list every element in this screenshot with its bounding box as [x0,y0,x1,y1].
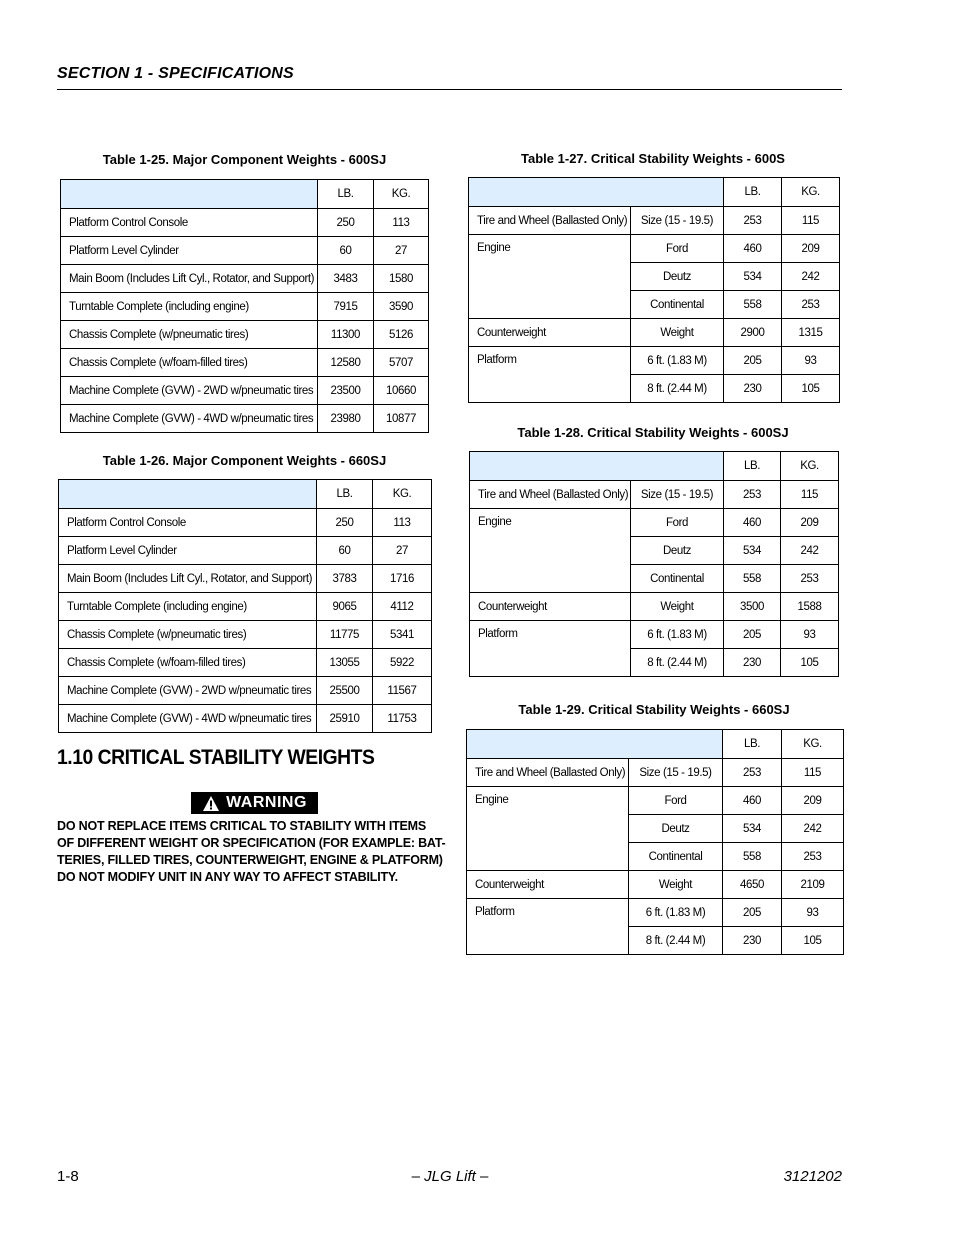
row-label: Platform Control Console [61,209,318,237]
col-kg-header: KG. [373,480,432,509]
row-kg: 115 [782,759,844,787]
row-kg: 113 [374,209,429,237]
row-label: Chassis Complete (w/pneumatic tires) [61,321,318,349]
row-lb: 23980 [318,405,374,433]
row-label: Tire and Wheel (Ballasted Only) [470,481,631,509]
row-spec: Deutz [629,815,723,843]
row-lb: 9065 [317,593,373,621]
row-spec: Ford [631,235,724,263]
footer-doc-number: 3121202 [783,1168,842,1185]
row-lb: 3783 [317,565,373,593]
table-1-25 [60,179,429,433]
row-spec: Weight [629,871,723,899]
row-kg: 242 [782,815,844,843]
row-kg: 1580 [374,265,429,293]
row-kg: 93 [782,347,840,375]
row-lb: 25910 [317,705,373,733]
row-label: Platform [469,347,631,403]
row-kg: 105 [781,649,839,677]
row-kg: 27 [373,537,432,565]
table-row [469,347,840,375]
row-kg: 10877 [374,405,429,433]
table-row [59,537,432,565]
row-spec: Weight [631,593,724,621]
row-spec: 6 ft. (1.83 M) [631,621,724,649]
row-lb: 205 [723,899,782,927]
col-kg-header: KG. [782,730,844,759]
row-spec: 6 ft. (1.83 M) [631,347,724,375]
row-kg: 253 [782,291,840,319]
row-kg: 11567 [373,677,432,705]
col-kg-header: KG. [782,178,840,207]
row-lb: 2900 [724,319,782,347]
row-lb: 23500 [318,377,374,405]
row-kg: 1716 [373,565,432,593]
table-row [470,621,839,649]
row-kg: 105 [782,375,840,403]
row-spec: Ford [629,787,723,815]
row-kg: 3590 [374,293,429,321]
table-1-29 [466,729,844,955]
table-header-row [469,178,840,207]
row-kg: 5341 [373,621,432,649]
row-spec: 8 ft. (2.44 M) [631,649,724,677]
row-label: Platform Level Cylinder [61,237,318,265]
table-row [59,677,432,705]
warning-triangle-icon [202,795,220,812]
row-kg: 27 [374,237,429,265]
header-rule [57,89,842,90]
row-kg: 209 [781,509,839,537]
table-1-29-caption: Table 1-29. Critical Stability Weights - 660SJ [518,702,790,717]
row-lb: 250 [318,209,374,237]
table-row [61,265,429,293]
row-kg: 1588 [781,593,839,621]
row-label: Chassis Complete (w/foam-filled tires) [61,349,318,377]
row-label: Counterweight [467,871,629,899]
row-lb: 7915 [318,293,374,321]
row-lb: 4650 [723,871,782,899]
table-1-27 [468,177,840,403]
row-kg: 209 [782,235,840,263]
table-1-26-caption: Table 1-26. Major Component Weights - 660SJ [102,453,387,468]
row-spec: Deutz [631,537,724,565]
row-kg: 11753 [373,705,432,733]
row-label: Main Boom (Includes Lift Cyl., Rotator, and Support) [61,265,318,293]
row-lb: 558 [723,843,782,871]
row-spec: Weight [631,319,724,347]
row-kg: 93 [781,621,839,649]
table-header-row [470,452,839,481]
row-lb: 534 [724,537,781,565]
row-label: Turntable Complete (including engine) [59,593,317,621]
row-lb: 460 [724,509,781,537]
col-lb-header: LB. [723,730,782,759]
header-blank-cell [467,730,723,759]
col-lb-header: LB. [724,178,782,207]
table-row [61,349,429,377]
col-kg-header: KG. [374,180,429,209]
row-label: Machine Complete (GVW) - 2WD w/pneumatic tires [59,677,317,705]
table-row [61,377,429,405]
row-kg: 5126 [374,321,429,349]
row-lb: 60 [318,237,374,265]
row-kg: 115 [781,481,839,509]
row-lb: 11775 [317,621,373,649]
row-kg: 5707 [374,349,429,377]
row-label: Engine [470,509,631,593]
row-kg: 10660 [374,377,429,405]
row-kg: 242 [782,263,840,291]
table-header-row [467,730,844,759]
row-lb: 534 [724,263,782,291]
row-label: Engine [469,235,631,319]
row-kg: 105 [782,927,844,955]
col-kg-header: KG. [781,452,839,481]
table-row [470,593,839,621]
col-lb-header: LB. [724,452,781,481]
table-header-row [59,480,432,509]
row-spec: 6 ft. (1.83 M) [629,899,723,927]
row-kg: 2109 [782,871,844,899]
row-kg: 253 [781,565,839,593]
row-spec: Continental [631,565,724,593]
table-1-28 [469,451,839,677]
table-row [61,321,429,349]
row-label: Chassis Complete (w/pneumatic tires) [59,621,317,649]
row-kg: 5922 [373,649,432,677]
row-lb: 60 [317,537,373,565]
row-spec: Size (15 - 19.5) [631,207,724,235]
row-lb: 12580 [318,349,374,377]
row-spec: Size (15 - 19.5) [629,759,723,787]
row-kg: 115 [782,207,840,235]
row-lb: 205 [724,621,781,649]
row-kg: 242 [781,537,839,565]
table-row [61,405,429,433]
table-row [59,593,432,621]
table-row [467,871,844,899]
row-lb: 205 [724,347,782,375]
row-label: Turntable Complete (including engine) [61,293,318,321]
table-1-27-caption: Table 1-27. Critical Stability Weights - 600S [521,151,785,166]
row-spec: 8 ft. (2.44 M) [631,375,724,403]
row-label: Chassis Complete (w/foam-filled tires) [59,649,317,677]
row-kg: 209 [782,787,844,815]
table-row [61,293,429,321]
header-blank-cell [470,452,724,481]
row-kg: 253 [782,843,844,871]
table-row [467,787,844,815]
warning-banner [191,792,318,814]
footer-brand: – JLG Lift – [411,1168,489,1185]
warning-text [57,818,446,886]
table-row [59,649,432,677]
row-spec: 8 ft. (2.44 M) [629,927,723,955]
row-label: Tire and Wheel (Ballasted Only) [469,207,631,235]
row-kg: 93 [782,899,844,927]
row-label: Platform [470,621,631,677]
table-row [59,565,432,593]
row-lb: 11300 [318,321,374,349]
row-kg: 4112 [373,593,432,621]
row-lb: 3500 [724,593,781,621]
header-blank-cell [59,480,317,509]
warning-label: WARNING [226,794,307,811]
table-row [470,481,839,509]
row-label: Counterweight [469,319,631,347]
row-lb: 253 [723,759,782,787]
row-spec: Ford [631,509,724,537]
row-label: Engine [467,787,629,871]
row-lb: 230 [724,649,781,677]
footer-page-number: 1-8 [57,1168,79,1185]
col-lb-header: LB. [318,180,374,209]
row-label: Machine Complete (GVW) - 2WD w/pneumatic tires [61,377,318,405]
header-blank-cell [61,180,318,209]
table-row [59,509,432,537]
row-lb: 230 [724,375,782,403]
warning-line: DO NOT REPLACE ITEMS CRITICAL TO STABILITY WITH ITEMS [57,819,427,833]
table-row [469,235,840,263]
row-spec: Size (15 - 19.5) [631,481,724,509]
row-lb: 3483 [318,265,374,293]
table-row [470,509,839,537]
row-label: Platform Level Cylinder [59,537,317,565]
row-lb: 13055 [317,649,373,677]
table-row [61,237,429,265]
row-lb: 253 [724,481,781,509]
row-kg: 113 [373,509,432,537]
header-blank-cell [469,178,724,207]
warning-line: DO NOT MODIFY UNIT IN ANY WAY TO AFFECT STABILITY. [57,870,398,884]
row-label: Counterweight [470,593,631,621]
row-label: Main Boom (Includes Lift Cyl., Rotator, and Support) [59,565,317,593]
warning-line: TERIES, FILLED TIRES, COUNTERWEIGHT, ENGINE & PLATFORM) [57,853,443,867]
row-label: Platform [467,899,629,955]
row-lb: 250 [317,509,373,537]
row-kg: 1315 [782,319,840,347]
table-1-26 [58,479,432,733]
warning-line: OF DIFFERENT WEIGHT OR SPECIFICATION (FOR EXAMPLE: BAT- [57,836,446,850]
table-row [469,319,840,347]
section-header-title: SECTION 1 - SPECIFICATIONS [57,65,294,82]
row-label: Machine Complete (GVW) - 4WD w/pneumatic tires [59,705,317,733]
table-row [467,759,844,787]
table-row [59,705,432,733]
table-row [61,209,429,237]
col-lb-header: LB. [317,480,373,509]
table-row [469,207,840,235]
row-lb: 253 [724,207,782,235]
table-row [59,621,432,649]
row-spec: Deutz [631,263,724,291]
table-1-25-caption: Table 1-25. Major Component Weights - 600SJ [102,152,387,167]
row-label: Tire and Wheel (Ballasted Only) [467,759,629,787]
table-header-row [61,180,429,209]
row-spec: Continental [629,843,723,871]
table-1-28-caption: Table 1-28. Critical Stability Weights - 600SJ [517,425,789,440]
row-spec: Continental [631,291,724,319]
row-label: Platform Control Console [59,509,317,537]
row-lb: 558 [724,565,781,593]
row-lb: 460 [723,787,782,815]
section-heading: 1.10 CRITICAL STABILITY WEIGHTS [57,746,375,769]
row-lb: 25500 [317,677,373,705]
table-row [467,899,844,927]
row-lb: 230 [723,927,782,955]
row-lb: 558 [724,291,782,319]
row-lb: 460 [724,235,782,263]
row-lb: 534 [723,815,782,843]
row-label: Machine Complete (GVW) - 4WD w/pneumatic tires [61,405,318,433]
